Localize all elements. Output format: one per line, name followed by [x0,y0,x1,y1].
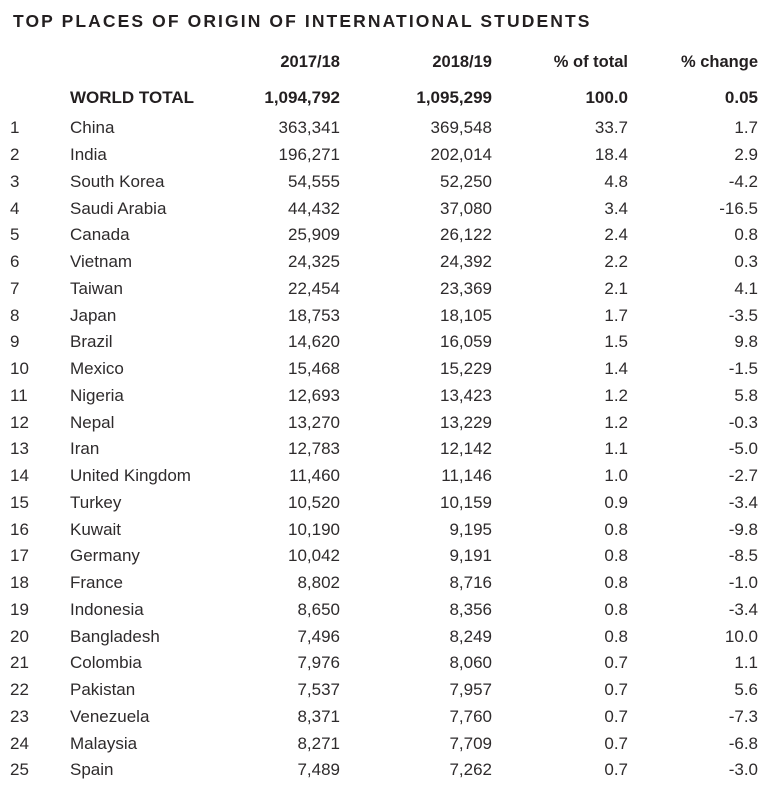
pct-total-cell: 0.8 [604,519,628,539]
table-row [10,436,758,463]
place-cell: Nepal [70,412,115,432]
place-cell: Taiwan [70,278,123,298]
place-cell: Colombia [70,653,142,673]
table-row [10,222,758,249]
rank-cell: 17 [10,546,29,566]
pct-change-cell: 5.8 [734,385,758,405]
pct-total-cell: 18.4 [594,145,628,165]
pct-change-cell: -5.0 [728,439,758,459]
table-row [10,490,758,517]
y-2018-19-cell: 8,060 [449,653,492,673]
pct-change-cell: -0.3 [728,412,758,432]
y-2018-19-cell: 9,195 [449,519,492,539]
pct-change-cell: -2.7 [728,466,758,486]
y-2017-18-cell: 22,454 [288,278,340,298]
y-2018-19-cell: 11,146 [441,466,492,486]
y-2018-19-cell: 7,957 [449,680,492,700]
page-title: TOP PLACES OF ORIGIN OF INTERNATIONAL STUDENTS [13,11,592,31]
table-row [10,516,758,543]
table-row [10,409,758,436]
table-row [10,463,758,490]
pct-change-cell: 0.3 [734,252,758,272]
pct-change-cell: 10.0 [724,626,758,646]
table-row [10,570,758,597]
rank-cell: 2 [10,145,20,165]
rank-cell: 19 [10,599,29,619]
y-2017-18-cell: 11,460 [289,466,340,486]
y-2017-18-cell: 7,537 [297,680,340,700]
table-row [10,383,758,410]
table-row [10,356,758,383]
table-row [10,597,758,624]
y-2017-18-cell: 7,976 [297,653,340,673]
pct-total-cell: 1.1 [604,439,628,459]
pct-change-cell: -3.4 [728,599,758,619]
table-row [10,142,758,169]
header-2018-19: 2018/19 [432,53,492,71]
y-2017-18-cell: 12,783 [288,439,340,459]
rank-cell: 20 [10,626,29,646]
pct-change-cell: 2.9 [734,145,758,165]
pct-total-cell: 1.4 [604,359,628,379]
pct-change-cell: -3.5 [728,305,758,325]
place-cell: Pakistan [70,680,136,700]
y-2017-18-cell: 14,620 [288,332,340,352]
world-total-2017-18-cell: 1,094,792 [264,88,340,107]
y-2017-18-cell: 8,371 [297,706,340,726]
pct-total-cell: 0.9 [604,492,628,512]
pct-change-cell: 0.8 [734,225,758,245]
y-2018-19-cell: 8,249 [449,626,492,646]
y-2018-19-cell: 37,080 [440,198,492,218]
y-2018-19-cell: 12,142 [440,439,492,459]
table-row [10,757,758,784]
y-2018-19-cell: 369,548 [430,118,492,138]
world-total-rank-cell [10,72,70,115]
pct-change-cell: -4.2 [728,171,758,191]
y-2018-19-cell: 18,105 [440,305,492,325]
world-total-pct-change-cell: 0.05 [724,88,758,107]
pct-change-cell: -1.5 [728,359,758,379]
y-2018-19-cell: 7,760 [449,706,492,726]
world-total-label: WORLD TOTAL [70,88,195,107]
y-2018-19-cell: 26,122 [440,225,492,245]
place-cell: France [70,573,123,593]
rank-cell: 23 [10,706,29,726]
pct-change-cell: 4.1 [734,278,758,298]
place-cell: Spain [70,760,114,780]
place-cell: Indonesia [70,599,144,619]
pct-change-cell: -6.8 [728,733,758,753]
place-cell: Nigeria [70,385,124,405]
y-2018-19-cell: 52,250 [440,171,492,191]
pct-total-cell: 0.7 [604,706,628,726]
y-2018-19-cell: 15,229 [440,359,492,379]
rank-cell: 18 [10,573,29,593]
world-total-2018-19-cell: 1,095,299 [416,88,492,107]
table-row [10,302,758,329]
place-cell: South Korea [70,171,165,191]
rank-cell: 22 [10,680,29,700]
pct-total-cell: 3.4 [604,198,628,218]
world-total-pct-total-cell: 100.0 [585,88,628,107]
place-cell: Malaysia [70,733,138,753]
rank-cell: 6 [10,252,20,272]
y-2017-18-cell: 10,190 [288,519,340,539]
pct-total-cell: 0.8 [604,626,628,646]
pct-total-cell: 0.8 [604,546,628,566]
y-2017-18-cell: 12,693 [288,385,340,405]
rank-cell: 21 [10,653,29,673]
y-2018-19-cell: 13,229 [440,412,492,432]
table-row [10,276,758,303]
y-2017-18-cell: 24,325 [288,252,340,272]
place-cell: Saudi Arabia [70,198,167,218]
pct-total-cell: 0.7 [604,680,628,700]
header-row [10,50,758,72]
origin-table [10,50,758,784]
table-header [10,50,758,72]
pct-change-cell: 5.6 [734,680,758,700]
place-cell: Iran [70,439,100,459]
place-cell: Mexico [70,359,124,379]
pct-total-cell: 1.5 [604,332,628,352]
pct-change-cell: -7.3 [728,706,758,726]
y-2017-18-cell: 8,802 [297,573,340,593]
y-2017-18-cell: 196,271 [278,145,340,165]
place-cell: Kuwait [70,519,122,539]
rank-cell: 10 [10,359,29,379]
table-row [10,249,758,276]
pct-total-cell: 0.8 [604,599,628,619]
table-row [10,169,758,196]
y-2017-18-cell: 10,520 [288,492,340,512]
y-2017-18-cell: 363,341 [278,118,340,138]
pct-total-cell: 0.8 [604,573,628,593]
pct-change-cell: -9.8 [728,519,758,539]
pct-change-cell: -3.4 [728,492,758,512]
header-2017-18: 2017/18 [280,53,340,71]
y-2018-19-cell: 13,423 [440,385,492,405]
rank-cell: 9 [10,332,20,352]
y-2018-19-cell: 24,392 [440,252,492,272]
pct-total-cell: 2.2 [604,252,628,272]
rank-cell: 7 [10,278,20,298]
rank-cell: 13 [10,439,29,459]
y-2017-18-cell: 8,271 [297,733,340,753]
rank-cell: 1 [10,118,20,138]
pct-total-cell: 0.7 [604,733,628,753]
table-row [10,329,758,356]
y-2017-18-cell: 54,555 [288,171,340,191]
y-2017-18-cell: 13,270 [288,412,340,432]
y-2018-19-cell: 8,356 [449,599,492,619]
pct-total-cell: 2.1 [604,278,628,298]
pct-change-cell: -3.0 [728,760,758,780]
pct-change-cell: -16.5 [719,198,758,218]
rank-cell: 15 [10,492,29,512]
pct-total-cell: 33.7 [594,118,628,138]
pct-change-cell: 1.1 [734,653,758,673]
place-cell: China [70,118,115,138]
y-2017-18-cell: 8,650 [297,599,340,619]
pct-change-cell: -1.0 [728,573,758,593]
rank-cell: 8 [10,305,20,325]
table-row [10,195,758,222]
header-pct-change: % change [680,53,758,71]
pct-total-cell: 1.7 [604,305,628,325]
pct-change-cell: 1.7 [734,118,758,138]
y-2018-19-cell: 7,262 [449,760,492,780]
y-2018-19-cell: 7,709 [449,733,492,753]
table-row [10,623,758,650]
pct-total-cell: 1.0 [604,466,628,486]
rank-cell: 12 [10,412,29,432]
pct-total-cell: 0.7 [604,653,628,673]
header-pct-total: % of total [553,53,628,71]
rank-cell: 14 [10,466,29,486]
rank-cell: 25 [10,760,29,780]
table-row [10,115,758,142]
y-2017-18-cell: 15,468 [288,359,340,379]
place-cell: Venezuela [70,706,150,726]
rank-cell: 3 [10,171,20,191]
pct-change-cell: 9.8 [734,332,758,352]
y-2017-18-cell: 25,909 [288,225,340,245]
pct-total-cell: 0.7 [604,760,628,780]
pct-total-cell: 1.2 [604,412,628,432]
place-cell: United Kingdom [70,466,191,486]
pct-total-cell: 1.2 [604,385,628,405]
y-2017-18-cell: 18,753 [288,305,340,325]
y-2018-19-cell: 10,159 [440,492,492,512]
place-cell: Bangladesh [70,626,160,646]
y-2017-18-cell: 7,496 [297,626,340,646]
rank-cell: 5 [10,225,20,245]
y-2018-19-cell: 8,716 [449,573,492,593]
table-row [10,650,758,677]
pct-total-cell: 4.8 [604,171,628,191]
place-cell: Vietnam [70,252,133,272]
place-cell: Japan [70,305,117,325]
table-row [10,543,758,570]
rank-cell: 16 [10,519,29,539]
y-2017-18-cell: 44,432 [288,198,340,218]
rank-cell: 4 [10,198,20,218]
rank-cell: 11 [10,385,28,405]
table-row [10,730,758,757]
pct-change-cell: -8.5 [728,546,758,566]
place-cell: Brazil [70,332,113,352]
y-2018-19-cell: 16,059 [440,332,492,352]
header-rank [10,50,70,72]
place-cell: Turkey [70,492,122,512]
table-row [10,704,758,731]
place-cell: India [70,145,107,165]
place-cell: Canada [70,225,130,245]
y-2018-19-cell: 23,369 [440,278,492,298]
header-place [70,50,200,72]
y-2018-19-cell: 9,191 [449,546,492,566]
table-row [10,677,758,704]
rank-cell: 24 [10,733,29,753]
y-2017-18-cell: 7,489 [297,760,340,780]
pct-total-cell: 2.4 [604,225,628,245]
y-2018-19-cell: 202,014 [430,145,492,165]
world-total-row [10,72,758,115]
y-2017-18-cell: 10,042 [288,546,340,566]
table-body [10,72,758,784]
place-cell: Germany [70,546,140,566]
